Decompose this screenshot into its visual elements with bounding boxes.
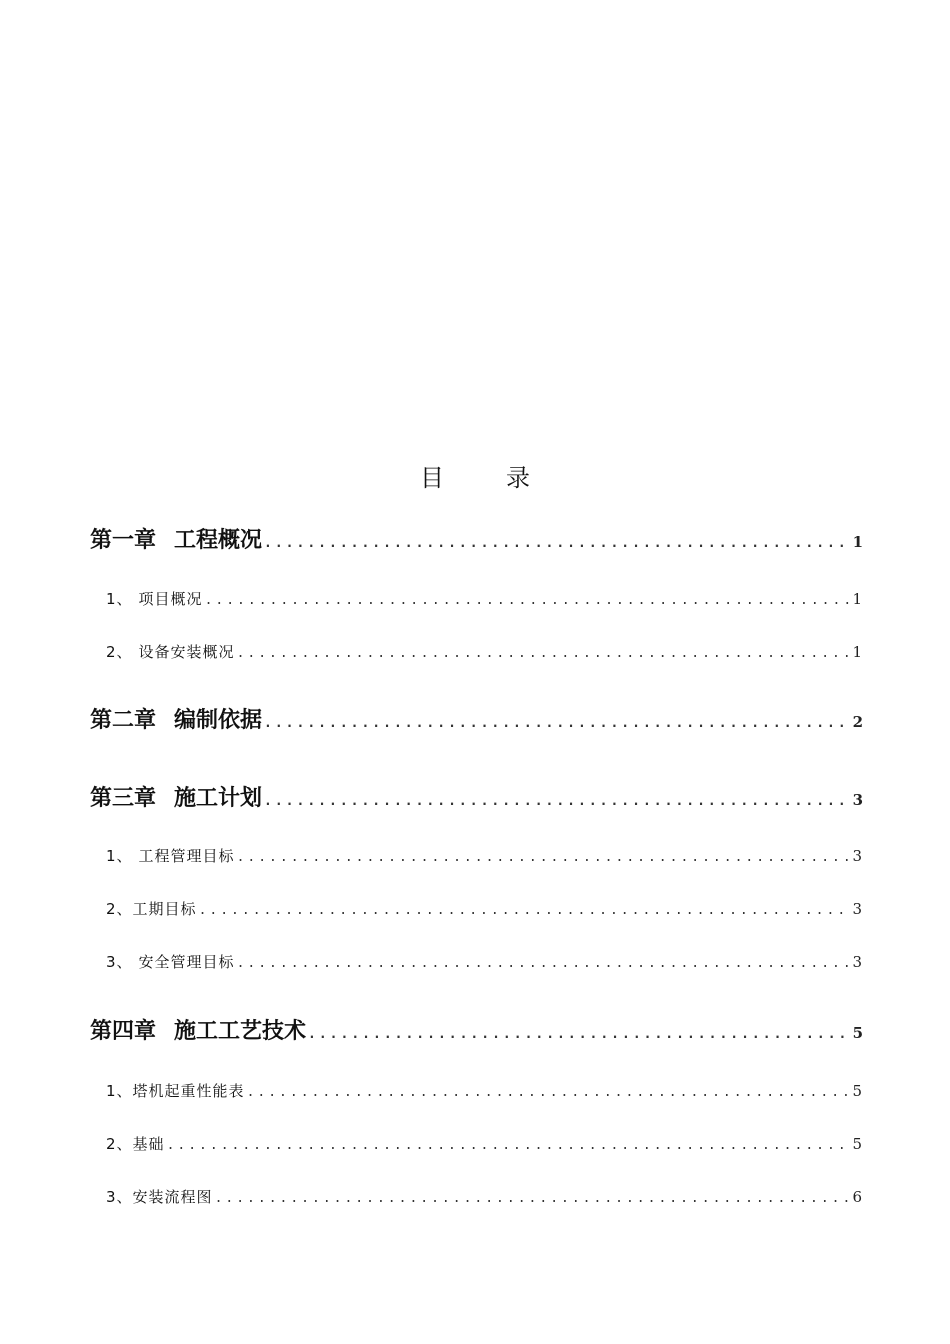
toc-title-left: 目 [420,464,444,492]
toc-page-number: 5 [852,1024,863,1042]
toc-leader-dots [308,1027,851,1042]
toc-entry-section-1-1[interactable] [106,588,863,609]
toc-leader-dots [237,956,851,971]
toc-entry-section-3-1[interactable] [106,845,863,866]
toc-section-number: 2、 [106,643,133,661]
toc-page-number: 1 [852,643,863,661]
toc-entry-section-1-2[interactable] [106,641,863,662]
toc-leader-dots [237,850,851,865]
toc-page-number: 5 [852,1082,863,1100]
toc-leader-dots [264,536,851,551]
toc-chapter-title: 编制依据 [174,708,263,733]
toc-entry-section-4-2[interactable] [106,1133,863,1154]
toc-page-number: 2 [852,713,863,731]
toc-page-number: 3 [852,953,863,971]
toc-section-number: 1、 [106,1082,133,1100]
toc-leader-dots [205,593,851,608]
toc-chapter-title: 施工工艺技术 [174,1019,307,1044]
toc-page-number: 3 [852,900,863,918]
toc-leader-dots [199,903,851,918]
toc-chapter-number: 第二章 [90,708,157,733]
toc-page-number: 3 [852,847,863,865]
toc-entry-chapter-3[interactable] [90,781,863,812]
toc-leader-dots [264,794,851,809]
toc-entry-section-3-2[interactable] [106,898,863,919]
toc-page-number: 1 [852,533,863,551]
toc-title [0,458,950,493]
toc-chapter-title: 施工计划 [174,786,263,811]
toc-chapter-title: 工程概况 [174,528,263,553]
toc-section-title: 设备安装概况 [138,643,235,661]
toc-section-number: 1、 [106,590,133,608]
toc-section-title: 安装流程图 [132,1188,213,1206]
toc-section-title: 安全管理目标 [138,953,235,971]
toc-page-number: 5 [852,1135,863,1153]
toc-section-number: 2、 [106,1135,133,1153]
toc-leader-dots [215,1191,851,1206]
toc-section-title: 塔机起重性能表 [132,1082,245,1100]
toc-page-number: 1 [852,590,863,608]
toc-section-number: 2、 [106,900,133,918]
toc-entry-section-3-3[interactable] [106,951,863,972]
toc-entry-section-4-1[interactable] [106,1080,863,1101]
toc-entry-chapter-2[interactable] [90,703,863,734]
toc-entry-section-4-3[interactable] [106,1186,863,1207]
toc-entry-chapter-1[interactable] [90,523,863,554]
toc-section-title: 基础 [132,1135,165,1153]
toc-section-title: 工期目标 [132,900,197,918]
toc-section-title: 工程管理目标 [138,847,235,865]
toc-section-number: 1、 [106,847,133,865]
toc-section-title: 项目概况 [138,590,203,608]
toc-entry-chapter-4[interactable] [90,1014,863,1045]
toc-leader-dots [237,646,851,661]
toc-leader-dots [247,1085,851,1100]
toc-page-number: 6 [852,1188,863,1206]
toc-leader-dots [264,716,851,731]
toc-section-number: 3、 [106,953,133,971]
toc-chapter-number: 第一章 [90,528,157,553]
toc-page-number: 3 [852,791,863,809]
toc-section-number: 3、 [106,1188,133,1206]
toc-chapter-number: 第四章 [90,1019,157,1044]
toc-leader-dots [167,1138,851,1153]
toc-chapter-number: 第三章 [90,786,157,811]
toc-title-right: 录 [506,464,530,492]
